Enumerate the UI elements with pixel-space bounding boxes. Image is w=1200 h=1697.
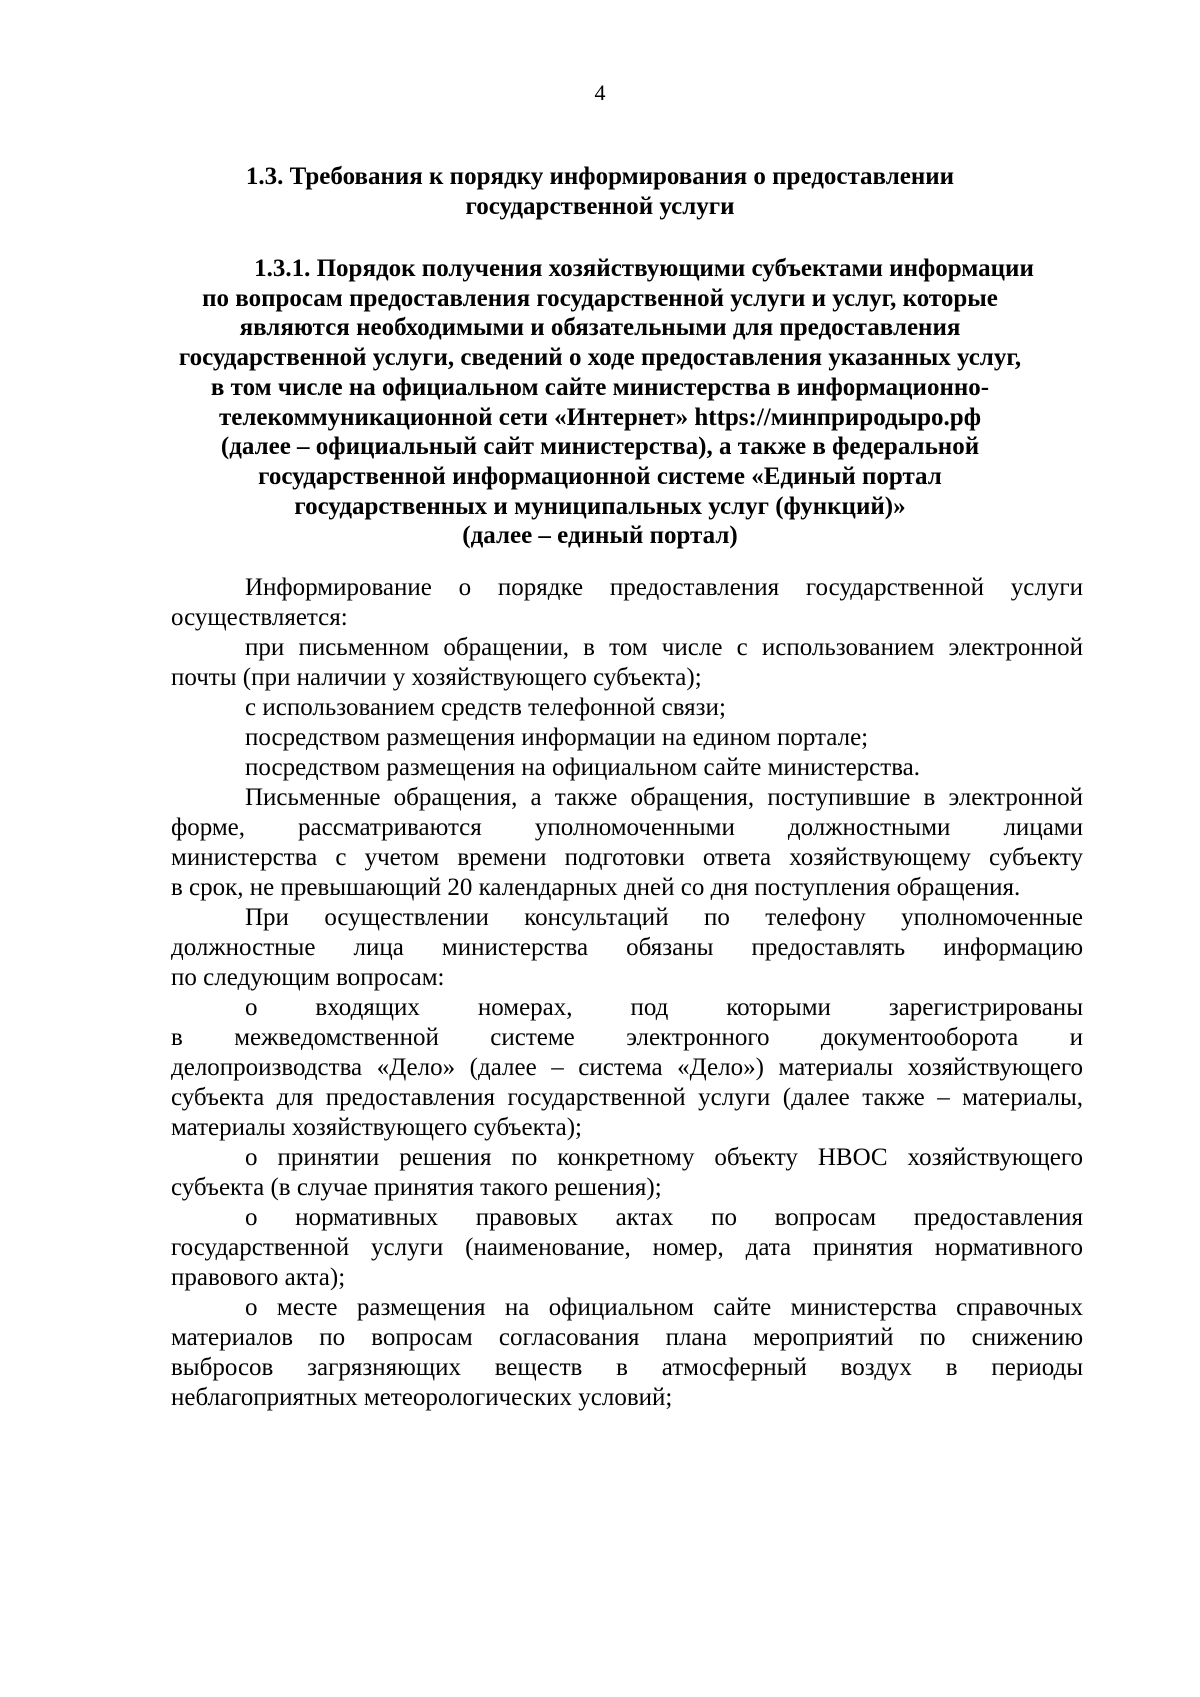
paragraph-line: правового акта); xyxy=(171,1264,346,1291)
subsection-title-line: (далее – официальный сайт министерства), а также в федеральной xyxy=(220,433,980,461)
subsection-title-line: в том числе на официальном сайте министерства в информационно- xyxy=(210,373,990,401)
subsection-title-line: (далее – единый портал) xyxy=(462,522,738,550)
paragraph-line: субъекта (в случае принятия такого решения); xyxy=(171,1174,662,1201)
paragraph-line: о принятии решения по конкретному объекту НВОС хозяйствующего xyxy=(245,1144,1083,1171)
paragraph-line: с использованием средств телефонной связи; xyxy=(245,694,726,721)
paragraph-line: о месте размещения на официальном сайте министерства справочных xyxy=(245,1294,1083,1321)
paragraph-line: При осуществлении консультаций по телефону уполномоченные xyxy=(245,904,1083,931)
subsection-title-line: 1.3.1. Порядок получения хозяйствующими субъектами информации xyxy=(254,255,1034,282)
subsection-title-line: телекоммуникационной сети «Интернет» https://минприродыро.рф xyxy=(218,403,981,431)
paragraph-line: государственной услуги (наименование, номер, дата принятия нормативного xyxy=(171,1234,1083,1261)
paragraph-line: о нормативных правовых актах по вопросам предоставления xyxy=(245,1204,1083,1231)
paragraph-line: посредством размещения информации на едином портале; xyxy=(245,724,869,751)
paragraph-line: материалы хозяйствующего субъекта); xyxy=(171,1114,582,1141)
section-title xyxy=(200,162,1000,222)
paragraph-line: по следующим вопросам: xyxy=(171,964,445,991)
paragraph-line: о входящих номерах, под которыми зарегистрированы xyxy=(245,994,1083,1021)
section-title-line: государственной услуги xyxy=(465,193,735,220)
subsection-title-line: государственной информационной системе «Единый портал xyxy=(258,462,942,490)
paragraph-line: в срок, не превышающий 20 календарных дней со дня поступления обращения. xyxy=(171,874,1021,901)
subsection-title-line: государственной услуги, сведений о ходе предоставления указанных услуг, xyxy=(178,344,1022,372)
paragraph-line: должностные лица министерства обязаны предоставлять информацию xyxy=(171,934,1083,961)
paragraph-line: почты (при наличии у хозяйствующего субъекта); xyxy=(171,664,702,691)
paragraph-line: в межведомственной системе электронного документооборота и xyxy=(171,1024,1083,1051)
paragraph-line: министерства с учетом времени подготовки ответа хозяйствующему субъекту xyxy=(171,844,1083,871)
subsection-title-line: по вопросам предоставления государственной услуги и услуг, которые xyxy=(202,284,998,312)
subsection-title xyxy=(130,254,1070,551)
paragraph-line: осуществляется: xyxy=(171,604,348,631)
body-text xyxy=(171,573,1083,1413)
paragraph-line: неблагоприятных метеорологических условий; xyxy=(171,1384,673,1411)
paragraph-line: делопроизводства «Дело» (далее – система «Дело») материалы хозяйствующего xyxy=(171,1054,1083,1081)
paragraph-line: Информирование о порядке предоставления государственной услуги xyxy=(245,574,1083,601)
paragraph-line: субъекта для предоставления государственной услуги (далее также – материалы, xyxy=(171,1084,1083,1111)
paragraph-line: материалов по вопросам согласования плана мероприятий по снижению xyxy=(171,1324,1083,1351)
paragraph-line: при письменном обращении, в том числе с использованием электронной xyxy=(245,634,1083,661)
paragraph-line: выбросов загрязняющих веществ в атмосферный воздух в периоды xyxy=(171,1354,1083,1381)
subsection-title-line: являются необходимыми и обязательными для предоставления xyxy=(239,314,961,342)
section-title-line: 1.3. Требования к порядку информирования о предоставлении xyxy=(245,163,955,190)
paragraph-line: посредством размещения на официальном сайте министерства. xyxy=(245,754,921,781)
subsection-title-line: государственных и муниципальных услуг (функций)» xyxy=(294,492,906,520)
paragraph-line: Письменные обращения, а также обращения, поступившие в электронной xyxy=(245,784,1083,811)
paragraph-line: форме, рассматриваются уполномоченными должностными лицами xyxy=(171,814,1083,841)
page-number: 4 xyxy=(594,80,606,105)
